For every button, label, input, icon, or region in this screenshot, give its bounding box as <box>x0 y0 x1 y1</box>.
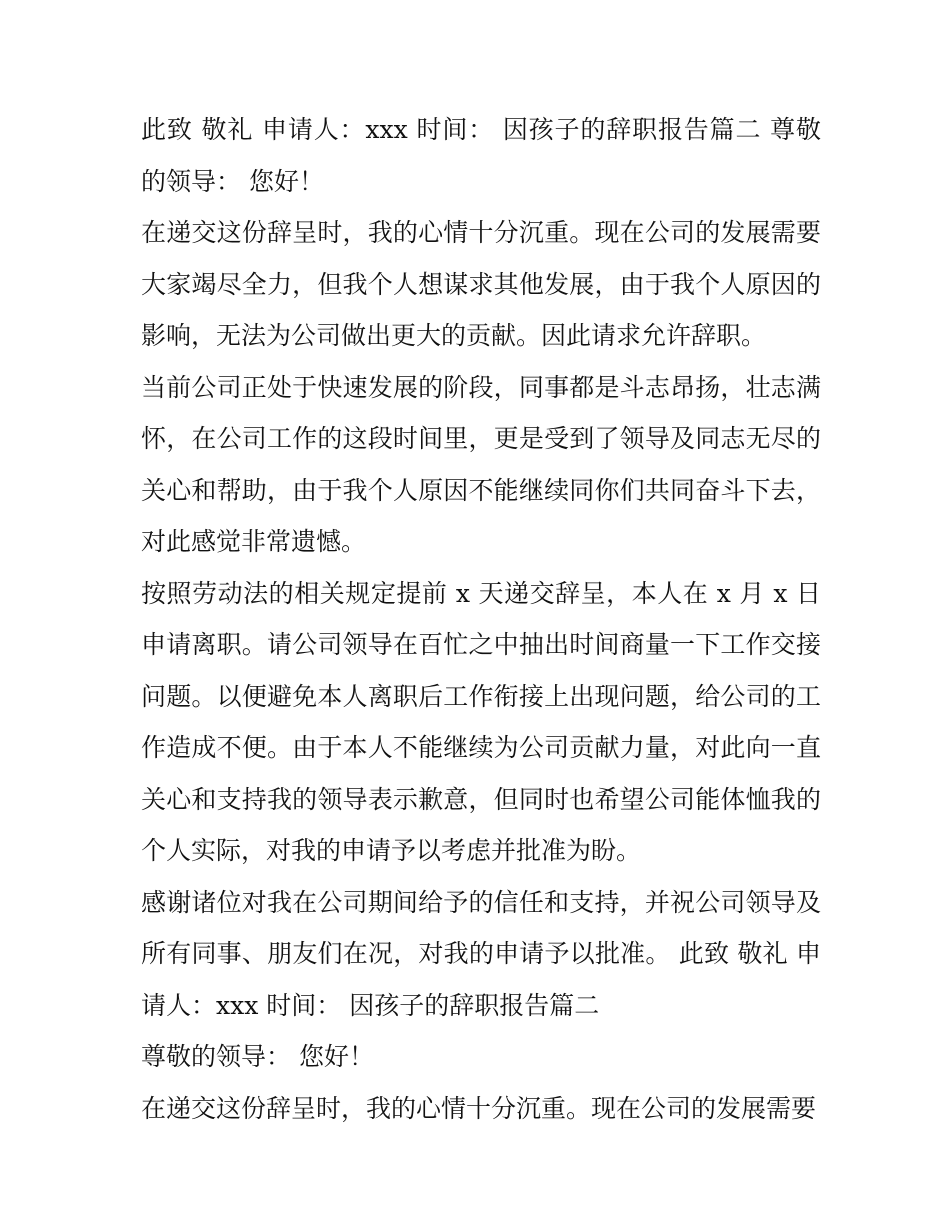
paragraph-company-gratitude: 当前公司正处于快速发展的阶段，同事都是斗志昂扬，壮志满怀，在公司工作的这段时间里，更是受到了领导及同志无尽的关心和帮助，由于我个人原因不能继续同你们共同奋斗下去，对此感觉非常遗憾。 <box>141 372 821 556</box>
paragraph-notice-period: 按照劳动法的相关规定提前 x 天递交辞呈，本人在 x 月 x 日申请离职。请公司领导在百忙之中抽出时间商量一下工作交接问题。以便避免本人离职后工作衔接上出现问题，给公司的工作造成不便。由于本人不能继续为公司贡献力量，对此向一直关心和支持我的领导表示歉意，但同时也希望公司能体恤我的个人实际，对我的申请予以考虑并批准为盼。 <box>141 578 821 865</box>
paragraph-thanks-and-closing: 感谢诸位对我在公司期间给予的信任和支持，并祝公司领导及所有同事、朋友们在况，对我的申请予以批准。 此致 敬礼 申请人：xxx 时间： 因孩子的辞职报告篇二 <box>141 887 821 1020</box>
paragraph-repeated-opening: 在递交这份辞呈时，我的心情十分沉重。现在公司的发展需要 <box>141 1093 817 1123</box>
paragraph-resignation-reason: 在递交这份辞呈时，我的心情十分沉重。现在公司的发展需要大家竭尽全力，但我个人想谋求其他发展，由于我个人原因的影响，无法为公司做出更大的贡献。因此请求允许辞职。 <box>141 218 821 350</box>
paragraph-closing-and-greeting: 此致 敬礼 申请人：xxx 时间： 因孩子的辞职报告篇二 尊敬的领导： 您好！ <box>141 115 821 196</box>
paragraph-salutation: 尊敬的领导： 您好！ <box>141 1042 374 1071</box>
document-body <box>141 104 821 1134</box>
